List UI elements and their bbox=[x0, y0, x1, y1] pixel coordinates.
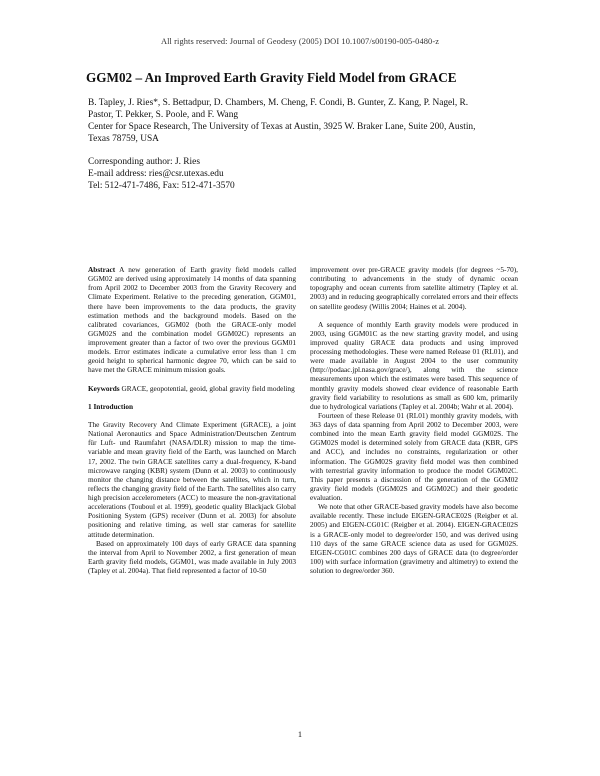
email-address: E-mail address: ries@csr.utexas.edu bbox=[88, 169, 224, 180]
page-number: 1 bbox=[297, 730, 303, 739]
phone-fax: Tel: 512-471-7486, Fax: 512-471-3570 bbox=[88, 181, 235, 192]
keywords-text: GRACE, geopotential, geoid, global gravity field modeling bbox=[119, 383, 295, 393]
running-header: All rights reserved: Journal of Geodesy (2005) DOI 10.1007/s00190-005-0480-z bbox=[160, 37, 440, 46]
keywords-label: Keywords bbox=[88, 383, 120, 393]
left-column bbox=[88, 265, 296, 575]
section-heading: 1 Introduction bbox=[88, 401, 134, 411]
abstract-label: Abstract bbox=[88, 265, 116, 274]
correspondence-block bbox=[88, 156, 518, 193]
author-line: Pastor, T. Pekker, S. Poole, and F. Wang bbox=[88, 110, 239, 121]
body-paragraph: Based on approximately 100 days of early GRACE data spanning the interval from April to November 2002, a first generation of mean Earth gravity field models, GGM01, was made available in July 2003 (Tapley et al. 2004a). That field represented a factor of 10-50 bbox=[88, 538, 296, 576]
body-paragraph: Fourteen of these Release 01 (RL01) monthly gravity models, with 363 days of data spanning from April 2002 to December 2003, were combined into the mean Earth gravity field model GGM02S. The GGM02S model is determined solely from GRACE data (KBR, GPS and ACC), and includes no constraints, regularization or other information. The GGM02S gravity field model was then combined with terrestrial gravity information to produce the model GGM02C. This paper presents a discussion of the generation of the GGM02 gravity field models (GGM02S and GGM02C) and their geodetic evaluation. bbox=[310, 410, 518, 503]
affiliation-line: Center for Space Research, The University of Texas at Austin, 3925 W. Braker Lane, Suite 200, Austin, bbox=[88, 122, 476, 132]
body-paragraph: A sequence of monthly Earth gravity models were produced in 2003, using GGM01C as the new starting gravity model, and using improved quality GRACE data products and using improved processing methodologies. These were named Release 01 (RL01), and were made available in August 2004 to the user community (http://podaac.jpl.nasa.gov/grace/), along with the science measurements upon which the estimates were based. This sequence of monthly gravity models showed clear evidence of reasonable Earth gravity field variability to resolutions as small as 600 km, primarily due to hydrological variations (Tapley et al. 2004b; Wahr et al. 2004). bbox=[310, 319, 518, 411]
body-paragraph: improvement over pre-GRACE gravity models (for degrees ~5-70), contributing to advancements in the study of dynamic ocean topography and ocean currents from satellite altimetry (Tapley et al. 2003) and in reducing geographically correlated errors and their effects on satellite geodesy (Willis 2004; Haines et al. 2004). bbox=[310, 265, 518, 311]
author-list bbox=[88, 97, 518, 121]
corresponding-author: Corresponding author: J. Ries bbox=[88, 157, 200, 167]
abstract bbox=[88, 265, 296, 375]
keywords bbox=[88, 384, 296, 393]
right-column bbox=[310, 265, 518, 575]
affiliation-line: Texas 78759, USA bbox=[88, 134, 159, 145]
affiliation bbox=[88, 121, 518, 145]
abstract-text: A new generation of Earth gravity field models called GGM02 are derived using approximately 14 months of data spanning from April 2002 to December 2003 from the Gravity Recovery and Climate Experiment. Relative to the preceding generation, GGM01, there have been improvements to the data products, the gravity estimation methods and the background models. Based on the calibrated covariances, GGM02 (both the GRACE-only model GGM02S and the combination model GGM02C) represents an improvement greater than a factor of two over the previous GGM01 models. Error estimates indicate a cumulative error less than 1 cm geoid height to spherical harmonic degree 70, which can be said to have met the GRACE minimum mission goals. bbox=[88, 265, 296, 375]
body-paragraph: The Gravity Recovery And Climate Experiment (GRACE), a joint National Aeronautics and Space Administration/Deutschen Zentrum für Luft- und Raumfahrt (NASA/DLR) mission to map the time-variable and mean gravity field of the Earth, was launched on March 17, 2002. The twin GRACE satellites carry a dual-frequency, K-band microwave ranging (KBR) system (Dunn et al. 2003) to continuously monitor the changing distance between the satellites, which in turn, reflects the changing gravity field of the Earth. The satellites also carry high precision accelerometers (ACC) to measure the non-gravitational accelerations (Touboul et al. 1999), geodetic quality Blackjack Global Positioning System (GPS) receiver (Dunn et al. 2003) for absolute positioning and relative timing, as well star cameras for satellite attitude determination. bbox=[88, 420, 296, 539]
body-paragraph: We note that other GRACE-based gravity models have also become available recently. These include EIGEN-GRACE02S (Reigber et al. 2005) and EIGEN-CG01C (Reigber et al. 2004). EIGEN-GRACE02S is a GRACE-only model to degree/order 150, and was derived using 110 days of the same GRACE science data as used for GGM02S. EIGEN-CG01C combines 200 days of GRACE data (to degree/order 100) with surface information (gravimetry and altimetry) to extend the solution to degree/order 360. bbox=[310, 502, 518, 576]
author-line: B. Tapley, J. Ries*, S. Bettadpur, D. Chambers, M. Cheng, F. Condi, B. Gunter, Z. Kang, P. Nagel, R. bbox=[88, 98, 469, 108]
paper-title: GGM02 – An Improved Earth Gravity Field Model from GRACE bbox=[86, 70, 457, 85]
